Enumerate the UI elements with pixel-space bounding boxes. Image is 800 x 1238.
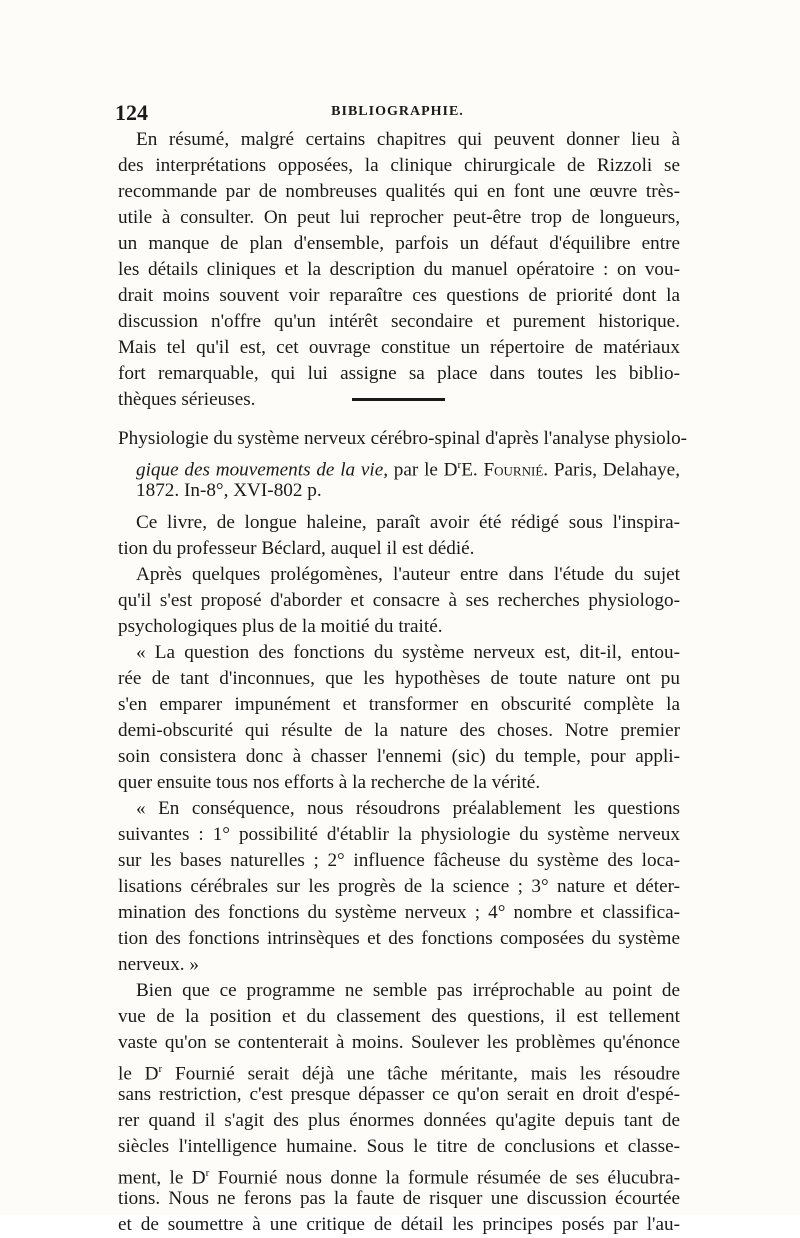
- doctor-superscript: r: [457, 459, 462, 471]
- text-fragment: Fournié serait déjà une tâche méritante, mais les résoudre: [162, 1063, 680, 1085]
- text-line: qu'il s'est proposé d'aborder et consacre à ses recherches physiologo-: [118, 590, 680, 611]
- text-line: discussion n'offre qu'un intérêt secondaire et purement historique.: [118, 311, 680, 332]
- text-line: siècles l'intelligence humaine. Sous le titre de conclusions et classe-: [118, 1136, 680, 1157]
- page-header: [115, 100, 680, 124]
- text-line: sans restriction, c'est presque dépasser ce qu'on serait en droit d'espé-: [118, 1084, 680, 1105]
- text-line: vue de la position et du classement des questions, il est tellement: [118, 1006, 680, 1027]
- citation-title-line: Physiologie du système nerveux cérébro-spinal d'après l'analyse physiolo-: [118, 428, 688, 449]
- text-line: les détails cliniques et la description du manuel opératoire : on vou-: [118, 259, 680, 280]
- text-line: soin consistera donc à chasser l'ennemi (sic) du temple, pour appli-: [118, 746, 680, 767]
- text-line: mination des fonctions du système nerveux ; 4° nombre et classifica-: [118, 902, 680, 923]
- text-line: fort remarquable, qui lui assigne sa place dans toutes les biblio-: [118, 363, 680, 384]
- review-body: [118, 510, 680, 1238]
- text-line: « La question des fonctions du système nerveux est, dit-il, entou-: [136, 642, 680, 663]
- doctor-superscript: r: [205, 1167, 210, 1179]
- citation-imprint: 1872. In-8°, XVI-802 p.: [136, 480, 322, 501]
- text-line: En résumé, malgré certains chapitres qui peuvent donner lieu à: [136, 129, 680, 150]
- text-line: nerveux. »: [118, 954, 199, 975]
- text-line: tion du professeur Béclard, auquel il est dédié.: [118, 538, 475, 559]
- text-line: rer quand il s'agit des plus énormes données qu'agite depuis tant de: [118, 1110, 680, 1131]
- text-line: des interprétations opposées, la clinique chirurgicale de Rizzoli se: [118, 155, 680, 176]
- text-line: Bien que ce programme ne semble pas irréprochable au point de: [136, 980, 680, 1001]
- citation-author: E. Fournié: [461, 459, 544, 481]
- citation-line: [118, 452, 680, 481]
- citation-publisher: . Paris, Delahaye,: [543, 459, 680, 481]
- text-line: [118, 1160, 680, 1189]
- section-divider: [352, 398, 445, 401]
- text-line: Ce livre, de longue haleine, paraît avoir été rédigé sous l'inspira-: [136, 512, 680, 533]
- text-line: drait moins souvent voir reparaître ces questions de priorité dont la: [118, 285, 680, 306]
- bibliographic-citation: [118, 426, 688, 504]
- text-fragment: le D: [118, 1063, 159, 1085]
- text-line: tions. Nous ne ferons pas la faute de risquer une discussion écourtée: [118, 1188, 680, 1209]
- page-number: 124: [115, 100, 148, 125]
- text-line: demi-obscurité qui résulte de la nature des choses. Notre premier: [118, 720, 680, 741]
- citation-by: par le D: [388, 459, 458, 481]
- text-line: psychologiques plus de la moitié du traité.: [118, 616, 443, 637]
- text-fragment: Fournié nous donne la formule résumée de ses élucubra-: [209, 1167, 680, 1189]
- text-line: sur les bases naturelles ; 2° influence fâcheuse du système des loca-: [118, 850, 680, 871]
- text-line: s'en emparer impunément et transformer en obscurité complète la: [118, 694, 680, 715]
- text-line: tion des fonctions intrinsèques et des fonctions composées du système: [118, 928, 680, 949]
- doctor-superscript: r: [158, 1063, 163, 1075]
- text-line: lisations cérébrales sur les progrès de la science ; 3° nature et déter-: [118, 876, 680, 897]
- citation-title-end: gique des mouvements de la vie,: [136, 459, 389, 481]
- text-line: [118, 1056, 680, 1085]
- text-line: un manque de plan d'ensemble, parfois un défaut d'équilibre entre: [118, 233, 680, 254]
- text-line: recommande par de nombreuses qualités qui en font une œuvre très-: [118, 181, 680, 202]
- text-line: « En conséquence, nous résoudrons préalablement les questions: [136, 798, 680, 819]
- paragraph-conclusion: [118, 127, 680, 413]
- text-line: thèques sérieuses.: [118, 389, 256, 410]
- text-line: et de soumettre à une critique de détail les principes posés par l'au-: [118, 1214, 680, 1235]
- text-fragment: ment, le D: [118, 1167, 206, 1189]
- text-line: suivantes : 1° possibilité d'établir la physiologie du système nerveux: [118, 824, 680, 845]
- running-title: BIBLIOGRAPHIE.: [331, 104, 464, 119]
- text-line: utile à consulter. On peut lui reprocher peut-être trop de longueurs,: [118, 207, 680, 228]
- text-line: quer ensuite tous nos efforts à la recherche de la vérité.: [118, 772, 541, 793]
- text-line: Mais tel qu'il est, cet ouvrage constitue un répertoire de matériaux: [118, 337, 680, 358]
- text-line: Après quelques prolégomènes, l'auteur entre dans l'étude du sujet: [136, 564, 680, 585]
- text-line: rée de tant d'inconnues, que les hypothèses de toute nature ont pu: [118, 668, 680, 689]
- text-line: vaste qu'on se contenterait à moins. Soulever les problèmes qu'énonce: [118, 1032, 680, 1053]
